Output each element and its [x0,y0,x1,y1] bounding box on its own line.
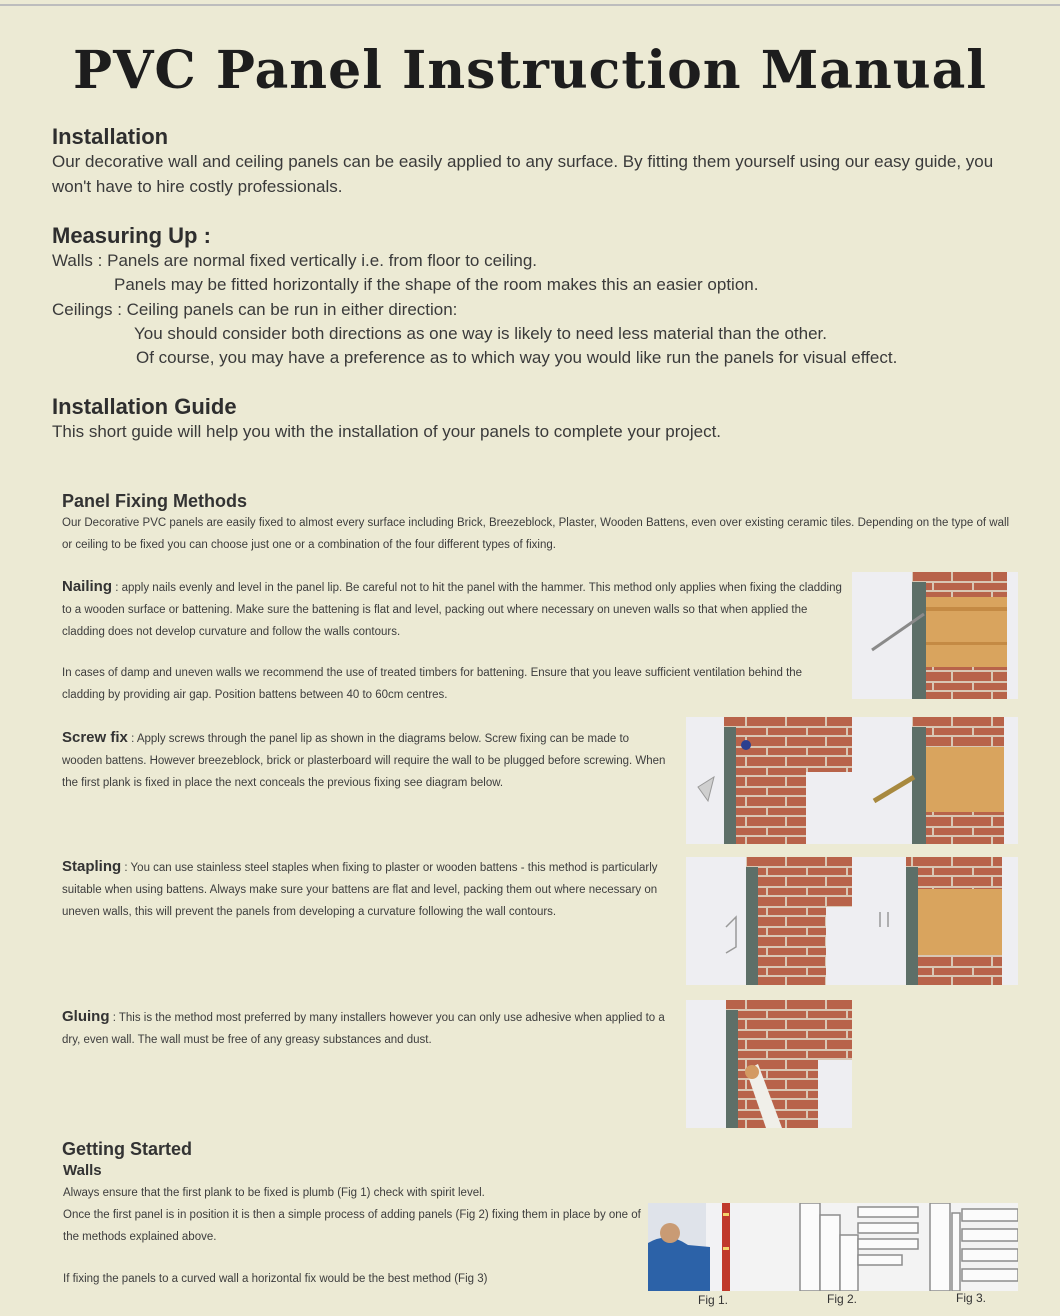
gluing-paragraph [62,1006,682,1051]
guide-text: This short guide will help you with the installation of your panels to complete your project. [52,422,722,441]
getting-started-line-1: Always ensure that the first plank to be fixed is plumb (Fig 1) check with spirit level. [63,1187,485,1199]
nail-illustration [852,572,1018,699]
staple-illustration-1 [686,857,852,985]
stapling-paragraph [62,856,682,923]
ceilings-line-1 [52,297,457,322]
screw-label: Screw fix [62,729,128,746]
stapling-text: : You can use stainless steel staples when fixing to plaster or wooden battens - this method is particularly suitable when using battens. Always make sure your battens are flat and level, packing them out where necessary on uneven walls, this will prevent the panels from developing a curvature following the wall contours. [62,862,658,918]
fig2-label: Fig 2. [827,1292,858,1306]
ceilings-line-2: You should consider both directions as one way is likely to need less material than the other. [134,324,828,343]
installation-text: Our decorative wall and ceiling panels can be easily applied to any surface. By fitting them yourself using our easy guide, you won't have to hire costly professionals. [52,152,994,196]
glue-illustration [686,1000,852,1128]
ceilings-text-1: Ceiling panels can be run in either direction: [126,300,458,319]
nailing-label: Nailing [62,578,113,595]
gluing-label: Gluing [62,1008,110,1025]
fig1-illustration [648,1203,740,1291]
fig2-fig3-diagram [740,1203,1018,1291]
walls-line-2: Panels may be fitted horizontally if the shape of the room makes this an easier option. [114,275,759,294]
fixing-heading: Panel Fixing Methods [62,491,248,511]
getting-started-line-2: Once the first panel is in position it is then a simple process of adding panels (Fig 2) fixing them in place by one of the methods explained above. [63,1209,641,1243]
damp-paragraph: In cases of damp and uneven walls we recommend the use of treated timbers for battening. Ensure that you leave sufficient ventilation behind the cladding by providing air gap. Position battens between 40 to 60cm centres. [62,667,803,701]
top-rule [0,4,1060,6]
walls-label: Walls : [52,251,103,270]
page-title: PVC Panel Instruction Manual [72,40,988,101]
screw-text: : Apply screws through the panel lip as shown in the diagrams below. Screw fixing can be made to wooden battens. However breezeblock, brick or plasterboard will require the wall to be plugged before screwing. When the first plank is fixed in place the next conceals the previous fixing see diagram below. [62,733,666,789]
stapling-label: Stapling [62,858,122,875]
staple-illustration-2 [852,857,1018,985]
installation-heading: Installation [52,124,169,149]
screw-paragraph [62,727,672,794]
nailing-paragraph [62,576,847,643]
measuring-heading: Measuring Up : [52,223,211,248]
nailing-text: : apply nails evenly and level in the panel lip. Be careful not to hit the panel with the hammer. This method only applies when fixing the cladding to a wooden surface or battening. Make sure the battening is flat and level, packing out where necessary on uneven walls so that when applied the cladding does not develop curvature and follow the walls contours. [62,582,842,638]
ceilings-line-3: Of course, you may have a preference as to which way you would like run the panels for visual effect. [136,348,898,367]
guide-heading: Installation Guide [52,394,237,419]
screw-illustration-2 [852,717,1018,844]
walls-text-1: Panels are normal fixed vertically i.e. from floor to ceiling. [107,251,538,270]
screw-illustration-1 [686,717,852,844]
gluing-text: : This is the method most preferred by many installers however you can only use adhesive when applied to a dry, even wall. The wall must be free of any greasy substances and dust. [62,1012,665,1046]
walls-line-1 [52,248,537,273]
getting-started-line-3: If fixing the panels to a curved wall a horizontal fix would be the best method (Fig 3) [63,1273,488,1285]
walls-subheading: Walls [63,1162,102,1179]
fig1-label: Fig 1. [698,1293,729,1307]
ceilings-label: Ceilings : [52,300,122,319]
fixing-intro: Our Decorative PVC panels are easily fixed to almost every surface including Brick, Breezeblock, Plaster, Wooden Battens, even over existing ceramic tiles. Depending on the type of wall or ceiling to be fixed you can choose just one or a combination of the four different types of fixing. [62,517,1010,551]
fig3-label: Fig 3. [956,1291,987,1305]
getting-started-heading: Getting Started [62,1139,193,1159]
